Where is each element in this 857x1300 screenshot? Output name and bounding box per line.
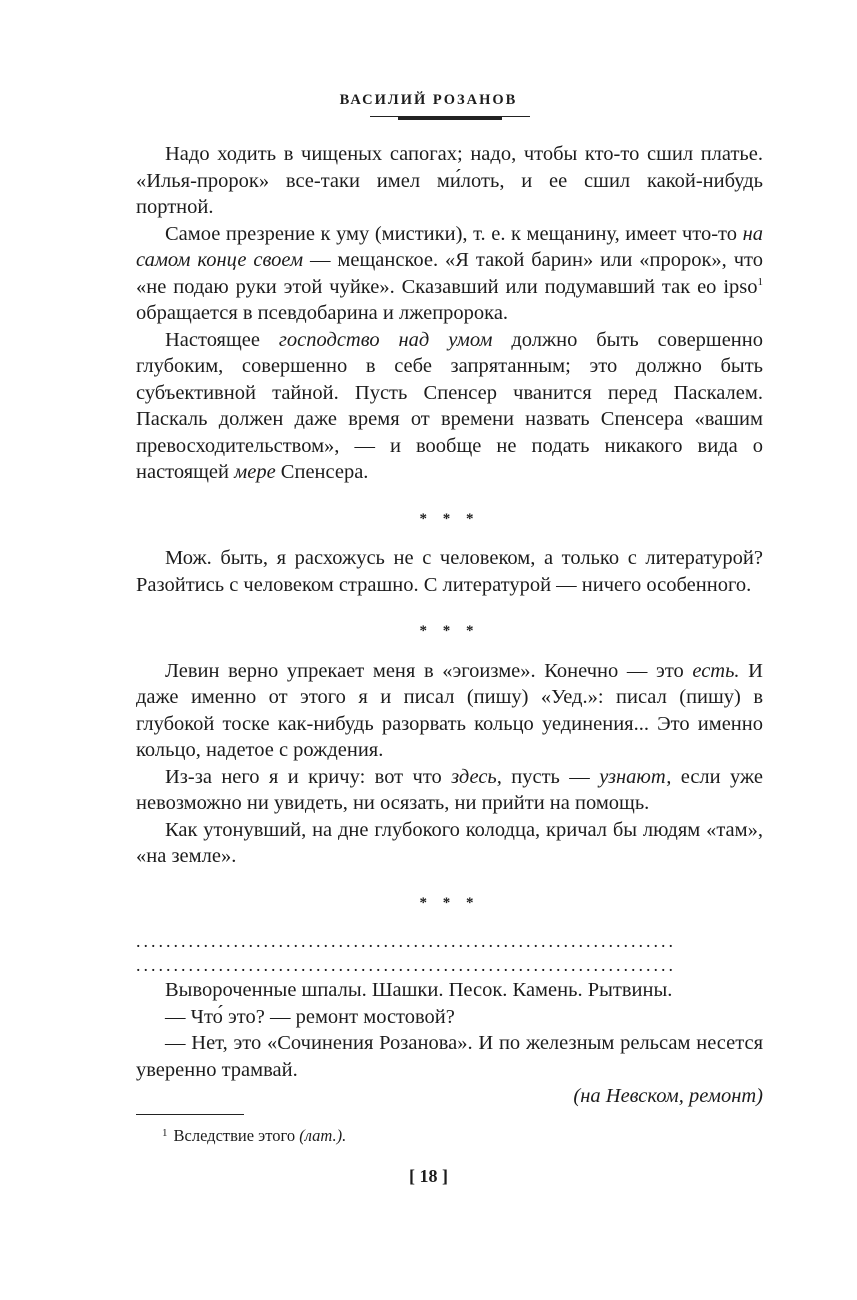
footnote-ref[interactable]: 1 xyxy=(757,275,763,288)
dialogue-line: — Что́ это? — ремонт мостовой? xyxy=(165,1005,455,1028)
footnote: $^1$ Вследствие этого (лат.). xyxy=(162,1126,347,1145)
dotted-line: ........................................................................ xyxy=(136,955,676,975)
emphasis: есть. xyxy=(692,659,740,682)
paragraph: Настоящее господство над умом должно быть совершенно глубоким, совершенно в себе запрятанным; это должно быть субъективной тайной. Пусть Спенсер чванится перед Паскалем. Паскаль должен даже время от времени назвать Спенсера «вашим превосходительством», — и вообще не подать никакого вида о настоящей мере Спенсера. xyxy=(136,328,763,483)
emphasis: узнают, xyxy=(599,765,672,788)
paragraph: Левин верно упрекает меня в «эгоизме». Конечно — это есть. И даже именно от этого я и писал (пишу) «Уед.»: писал (пишу) в глубокой тоске как-нибудь разорвать кольцо уединения... Это именно кольцо, надетое с рождения. xyxy=(136,659,763,761)
footnote-mark: 1 xyxy=(162,1127,168,1139)
paragraph: Вывороченные шпалы. Шашки. Песок. Камень. Рытвины. xyxy=(165,979,673,1001)
emphasis: господство над умом xyxy=(278,328,493,351)
place-note: (на Невском, ремонт) xyxy=(573,1085,763,1107)
dotted-line: ........................................................................ xyxy=(136,931,676,951)
header-rule-accent xyxy=(398,116,502,120)
page-number: [ 18 ] xyxy=(409,1166,448,1186)
running-title: ВАСИЛИЙ РОЗАНОВ xyxy=(339,92,518,108)
emphasis: на самом конце своем xyxy=(136,222,763,271)
paragraph: Как утонувший, на дне глубокого колодца, кричал бы людям «там», «на земле». xyxy=(136,818,763,867)
section-separator: * * * xyxy=(419,510,480,527)
paragraph: Из-за него я и кричу: вот что здесь, пусть — узнают, если уже невозможно ни увидеть, ни осязать, ни прийти на помощь. xyxy=(136,765,763,814)
paragraph: Мож. быть, я расхожусь не с человеком, а только с литературой? Разойтись с человеком страшно. С литературой — ничего особенного. xyxy=(136,547,763,596)
section-separator: * * * xyxy=(419,623,480,639)
dialogue-line: — Нет, это «Сочинения Розанова». И по железным рельсам несется уверенно трамвай. xyxy=(136,1032,763,1081)
footnote-rule xyxy=(136,1114,244,1115)
section-separator: * * * xyxy=(419,894,480,911)
body-text xyxy=(136,141,763,1110)
paragraph: Самое презрение к уму (мистики), т. е. к мещанину, имеет что-то на самом конце своем — мещанское. «Я такой барин» или «пророк», что «не подаю руки этой чуйке». Сказавший или подумавший так ео ipso$^1$ обращается в псевдобарина и лжепророка. xyxy=(136,222,763,324)
emphasis: здесь, xyxy=(451,765,502,788)
emphasis: мере xyxy=(234,461,276,483)
paragraph: Надо ходить в чищеных сапогах; надо, чтобы кто-то сшил платье. «Илья-пророк» все-таки имел ми́лоть, и ее сшил какой-нибудь портной. xyxy=(136,143,763,218)
emphasis: (лат.). xyxy=(299,1126,347,1145)
